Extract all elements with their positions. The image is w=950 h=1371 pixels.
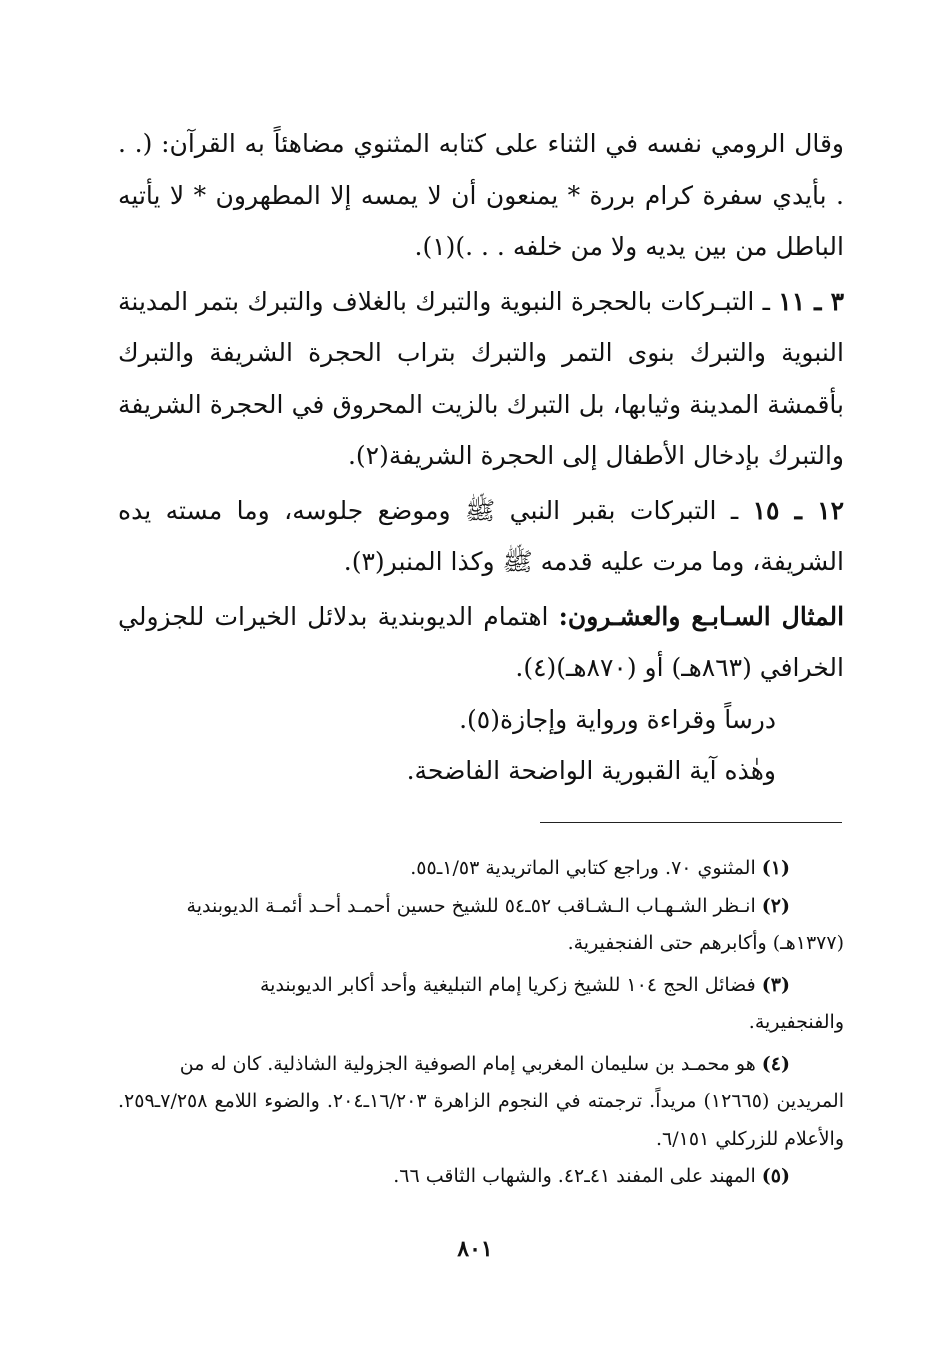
footnote-text: (١٣٧٧هـ) وأكابرهم حتى الفنجفيرية.: [567, 932, 844, 954]
paragraph-text: ـ التبـركات بالحجرة النبوية والتبرك بالغلاف والتبرك بتمر المدينة النبوية والتبرك بنوى التمر والتبرك بتراب الحجرة الشريفة والتبرك بأقمشة المدينة وثيابها، بل التبرك بالزيت المحروق في الحجرة الشريفة والتبرك بإدخال الأطفال إلى الحجرة الشريفة(٢).: [118, 286, 844, 470]
paragraph-text: اهتمام الديوبندية بدلائل الخيرات للجزولي الخرافي (٨٦٣هـ) أو (٨٧٠هـ)(٤).: [118, 601, 844, 682]
footnote-4: [118, 1046, 844, 1084]
footnote-number: (٤): [761, 1052, 790, 1075]
footnote-separator: [540, 822, 842, 823]
footnote-1: [118, 850, 844, 888]
footnote-3-continuation: [118, 1004, 844, 1042]
footnote-2: [118, 888, 844, 926]
footnote-text: المثنوي ٧٠. وراجع كتابي الماتريدية ١/٥٣ـ٥٥.: [410, 857, 756, 879]
footnotes: [118, 850, 844, 1196]
footnote-3: [118, 967, 844, 1005]
paragraph-grave-tabarruk: [118, 485, 844, 588]
footnote-text: المريدين (١٢٦٦٥) مريداً. ترجمته في النجوم الزاهرة ١٦/٢٠٣ـ٢٠٤. والضوء اللامع ٧/٢٥٨ـ٢٥٩. والأعلام للزركلي ٦/١٥١.: [118, 1090, 844, 1150]
footnote-4-continuation: [118, 1083, 844, 1158]
footnote-text: والفنجفيرية.: [748, 1011, 844, 1033]
footnote-number: (٥): [761, 1165, 790, 1187]
paragraph-number: ٣ ـ ١١: [778, 286, 844, 316]
paragraph-hujra-tabarruk: [118, 276, 844, 482]
example-heading: المثال السـابـع والعشـرون:: [558, 601, 845, 631]
footnote-5: [118, 1158, 844, 1196]
paragraph-rumi-quote: [118, 118, 844, 273]
footnote-text: هو محمـد بن سليمان المغربي إمام الصوفية الجزولية الشاذلية. كان له من: [179, 1052, 756, 1075]
footnote-text: انـظر الشـهـاب الـشـاقب ٥٢ـ٥٤ للشيخ حسين أحمـد أحـد أئمـة الديوبندية: [186, 894, 756, 917]
paragraph-study-line: [118, 694, 844, 746]
paragraph-number: ١٢ ـ ١٥: [752, 495, 844, 525]
footnote-text: فضائل الحج ١٠٤ للشيخ زكريا إمام التبليغية وأحد أكابر الديوبندية: [259, 973, 756, 996]
paragraph-text: وقال الرومي نفسه في الثناء على كتابه المثنوي مضاهئاً به القرآن: (. . . بأيدي سفرة كرام بررة * يمنعون أن لا يمسه إلا المطهرون * لا يأتيه الباطل من بين يديه ولا من خلفه . . .)(١).: [118, 129, 844, 261]
page-number: ٨٠١: [457, 1236, 493, 1262]
footnote-number: (٢): [761, 894, 790, 917]
paragraph-text: ـ التبركات بقبر النبي ﷺ وموضع جلوسه، وما مسته يده الشريفة، وما مرت عليه قدمه ﷺ وكذا المنبر(٣).: [118, 495, 844, 576]
footnote-text: المهند على المفند ٤١ـ٤٢. والشهاب الثاقب ٦٦.: [393, 1165, 756, 1187]
footnote-number: (١): [761, 857, 790, 879]
paragraph-text: وهٰذه آية القبورية الواضحة الفاضحة.: [406, 756, 776, 785]
paragraph-text: درساً وقراءة ورواية وإجازة(٥).: [459, 704, 776, 734]
paragraph-conclusion: [118, 745, 844, 797]
footnote-number: (٣): [761, 973, 790, 996]
footnote-2-continuation: [118, 925, 844, 963]
paragraph-example-27: [118, 591, 844, 694]
main-text: [118, 118, 844, 797]
